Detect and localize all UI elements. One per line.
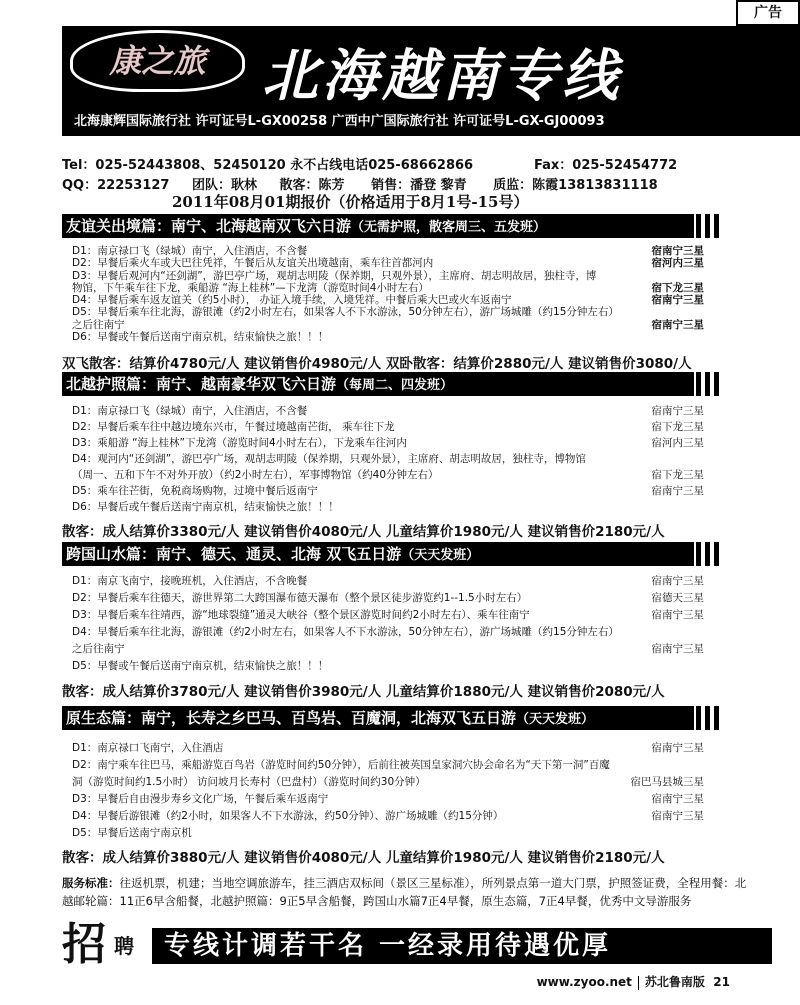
license-line: 北海康辉国际旅行社 许可证号L-GX00258 广西中广国际旅行社 许可证号L-GX-GJ00093 xyxy=(74,114,605,129)
day-text: D2：早餐后乘火车或大巴往凭祥，午餐后从友谊关出境越南，乘车往首都河内 xyxy=(72,257,434,270)
itinerary-day xyxy=(72,403,712,419)
day-text: D1：南京禄口飞（绿城）南宁，入住酒店，不含餐 xyxy=(72,245,308,257)
itinerary-day xyxy=(72,294,712,306)
day-stay: 宿南宁三星 xyxy=(651,575,704,587)
itinerary-day xyxy=(72,467,712,483)
day-text: D1：南京禄口飞南宁，入住酒店 xyxy=(72,742,224,754)
day-text: D5：乘车往芒街，免税商场购物，过境中餐后返南宁 xyxy=(72,485,318,497)
day-text: D5：早餐后送南宁南京机 xyxy=(72,827,192,839)
day-stay: 宿下龙三星 xyxy=(651,421,704,433)
section-subtitle: （天天发班） xyxy=(401,548,480,563)
itinerary-day xyxy=(72,499,712,515)
itinerary-day xyxy=(72,774,712,791)
day-stay: 宿德天三星 xyxy=(651,592,704,604)
section-title: 友谊关出境篇：南宁、北海越南双飞六日游 xyxy=(66,217,352,235)
day-text: 之后往南宁 xyxy=(72,643,125,655)
itinerary-day xyxy=(72,573,712,590)
section-subtitle: （天天发班） xyxy=(516,712,595,727)
itinerary-day xyxy=(72,757,712,774)
footer-page-number: 21 xyxy=(713,975,730,989)
qq-text: QQ：22253127 xyxy=(62,178,170,193)
contact-line-1 xyxy=(62,154,678,173)
day-stay: 宿南宁三星 xyxy=(651,245,704,257)
section-title: 原生态篇：南宁，长寿之乡巴马、百鸟岩、百魔洞，北海双飞五日游 xyxy=(66,709,517,727)
section-title-bar xyxy=(62,214,694,238)
section-title-bar xyxy=(62,706,694,730)
footer-edition: 苏北鲁南版 xyxy=(644,975,705,989)
decorative-stripes xyxy=(696,542,722,566)
day-text: D4：早餐后乘车往北海，游银滩（约2小时左右，如果客人不下水游泳，50分钟左右），游广场城雕（约15分钟左右） xyxy=(72,626,619,638)
itinerary-day xyxy=(72,825,712,842)
itinerary-day xyxy=(72,483,712,499)
itinerary-day xyxy=(72,331,712,343)
day-text: 洞（游览时间约1.5小时） 访问坡月长寿村（巴盘村）（游览时间约30分钟） xyxy=(72,776,426,788)
day-text: D3：早餐后自由漫步寿乡文化广场，午餐后乘车返南宁 xyxy=(72,793,329,805)
page-footer xyxy=(537,973,730,990)
itinerary-day xyxy=(72,282,712,294)
day-text: D4：早餐后游银滩（约2小时，如果客人不下水游泳，约50分钟）、游广场城雕（约15分钟） xyxy=(72,810,504,822)
itinerary-day xyxy=(72,419,712,435)
service-label: 服务标准： xyxy=(62,876,120,890)
day-text: D4：观河内“还剑湖”，游巴亭广场，观胡志明陵（保养期，只观外景），主席府、胡志明故居，独柱寺，博物馆 xyxy=(72,453,586,465)
decorative-stripes xyxy=(696,214,722,238)
price-line: 散客：成人结算价3780元/人 建议销售价3980元/人 儿童结算价1880元/人 建议销售价2080元/人 xyxy=(62,684,665,700)
day-text: （周一、五和下午不对外开放）（约2小时左右），军事博物馆（约40分钟左右） xyxy=(72,469,439,481)
day-stay: 宿南宁三星 xyxy=(651,405,704,417)
page-title: 北海越南专线 xyxy=(262,44,622,109)
itinerary-list xyxy=(72,740,712,842)
itinerary-day xyxy=(72,791,712,808)
day-stay: 宿南宁三星 xyxy=(651,643,704,655)
itinerary-day xyxy=(72,245,712,257)
itinerary-day xyxy=(72,607,712,624)
itinerary-day xyxy=(72,257,712,269)
day-stay: 宿南宁三星 xyxy=(651,485,704,497)
fax-text: Fax：025-52454772 xyxy=(534,158,678,173)
itinerary-day xyxy=(72,808,712,825)
day-text: D3：早餐后观河内“还剑湖”，游巴亭广场，观胡志明陵（保养期，只观外景），主席府、胡志明故居，独柱寺，博 xyxy=(72,269,597,282)
sales-text: 销售：潘登 黎青 xyxy=(371,178,467,193)
service-standards xyxy=(62,874,752,910)
section-title: 跨国山水篇：南宁、德天、通灵、北海 双飞五日游 xyxy=(66,545,402,563)
price-validity-note: 2011年08月01期报价（价格适用于8月1号-15号） xyxy=(172,193,529,211)
day-text: D5：早餐或午餐后送南宁南京机，结束愉快之旅！！！ xyxy=(72,660,329,672)
day-stay: 宿巴马县城三星 xyxy=(630,776,704,788)
itinerary-day xyxy=(72,319,712,331)
itinerary-day xyxy=(72,270,712,282)
day-stay: 宿下龙三星 xyxy=(651,469,704,481)
recruit-big-char: 招 xyxy=(62,919,106,970)
day-stay: 宿南宁三星 xyxy=(651,810,704,822)
day-text: D1：南京飞南宁，接晚班机，入住酒店，不含晚餐 xyxy=(72,575,308,587)
day-text: 物馆，下午乘车往下龙，乘船游 “海上桂林”—下龙湾（游览时间4小时左右） xyxy=(72,281,429,294)
tel-text: Tel：025-52443808、52450120 永不占线电话025-68662866 xyxy=(62,158,474,173)
footer-site[interactable]: www.zyoo.net xyxy=(536,975,632,989)
price-line: 散客：成人结算价3880元/人 建议销售价4080元/人 儿童结算价1980元/人 建议销售价2180元/人 xyxy=(62,850,665,866)
itinerary-day xyxy=(72,590,712,607)
itinerary-day xyxy=(72,740,712,757)
day-stay: 宿南宁三星 xyxy=(651,609,704,621)
day-text: D6：早餐或午餐后送南宁南京机，结束愉快之旅！！！ xyxy=(72,331,329,344)
ad-tag: 广告 xyxy=(736,0,800,26)
section-title: 北越护照篇：南宁、越南豪华双飞六日游 xyxy=(66,375,337,393)
day-text: D2：南宁乘车往巴马，乘船游览百鸟岩（游览时间约50分钟），后前往被英国皇家洞穴协会命名为“天下第一洞”百魔 xyxy=(72,759,610,771)
qc-text: 质监：陈霞13813831118 xyxy=(493,178,658,193)
section-title-bar xyxy=(62,372,694,396)
itinerary-day xyxy=(72,435,712,451)
decorative-stripes xyxy=(696,372,722,396)
day-text: D5：早餐后乘车往北海，游银滩（约2小时左右，如果客人不下水游泳，50分钟左右），游广场城雕（约15分钟左右） xyxy=(72,306,619,319)
itinerary-day xyxy=(72,306,712,318)
day-text: D4：早餐后乘车返友谊关（约5小时）， 办证入境手续，入境凭祥。中餐后乘大巴或火车返南宁 xyxy=(72,294,512,307)
retail-text: 散客：陈芳 xyxy=(279,178,345,193)
day-stay: 宿下龙三星 xyxy=(651,281,704,294)
section-subtitle: （每周二、四发班） xyxy=(336,378,454,393)
decorative-stripes xyxy=(696,706,722,730)
itinerary-list xyxy=(72,403,712,515)
day-text: 之后往南宁 xyxy=(72,318,125,331)
recruit-text: 专线计调若干名 一经录用待遇优厚 xyxy=(152,928,772,964)
day-text: D1：南京禄口飞（绿城）南宁，入住酒店，不含餐 xyxy=(72,405,308,417)
footer-divider xyxy=(638,976,639,990)
team-text: 团队：耿林 xyxy=(192,178,258,193)
price-line: 散客：成人结算价3380元/人 建议销售价4080元/人 儿童结算价1980元/人 建议销售价2180元/人 xyxy=(62,524,665,540)
day-text: D6：早餐后或午餐后送南宁南京机，结束愉快之旅！！！ xyxy=(72,501,339,513)
day-stay: 宿南宁三星 xyxy=(651,294,704,307)
section-title-bar xyxy=(62,542,694,566)
day-text: D3：早餐后乘车往靖西，游“地球裂缝”通灵大峡谷（整个景区游览时间约2小时左右）、乘车往南宁 xyxy=(72,609,530,621)
day-stay: 宿南宁三星 xyxy=(651,793,704,805)
brand-logo: 康之旅 xyxy=(70,30,245,92)
itinerary-day xyxy=(72,624,712,641)
itinerary-list xyxy=(72,245,712,343)
day-stay: 宿河内三星 xyxy=(651,257,704,270)
service-text: 往返机票，机建；当地空调旅游车，挂三酒店双标间（景区三星标准），所列景点第一道大门票，护照签证费，全程用餐：北越邮轮篇：11正6早含船餐，北越护照篇：9正5早含船餐，跨国山水篇7正4早餐，原生态篇，7正4早餐，优秀中文导游服务 xyxy=(62,876,747,908)
itinerary-list xyxy=(72,573,712,675)
header-banner xyxy=(62,26,800,136)
recruit-small-char: 聘 xyxy=(114,934,134,958)
recruitment-banner xyxy=(62,908,800,970)
itinerary-day xyxy=(72,658,712,675)
itinerary-day xyxy=(72,641,712,658)
day-stay: 宿南宁三星 xyxy=(651,742,704,754)
section-subtitle: （无需护照，散客周三、五发班） xyxy=(351,220,547,235)
price-line: 双飞散客：结算价4780元/人 建议销售价4980元/人 双卧散客：结算价2880元/人 建议销售价3080/人 xyxy=(62,356,692,372)
day-text: D2：早餐后乘车往德天，游世界第二大跨国瀑布德天瀑布（整个景区徒步游览约1--1.5小时左右） xyxy=(72,592,528,604)
day-stay: 宿南宁三星 xyxy=(651,318,704,331)
day-text: D2：早餐后乘车往中越边境东兴市，午餐过境越南芒街， 乘车往下龙 xyxy=(72,421,395,433)
itinerary-day xyxy=(72,451,712,467)
day-stay: 宿河内三星 xyxy=(651,437,704,449)
day-text: D3：乘船游 “海上桂林”下龙湾（游览时间4小时左右），下龙乘车往河内 xyxy=(72,437,407,449)
